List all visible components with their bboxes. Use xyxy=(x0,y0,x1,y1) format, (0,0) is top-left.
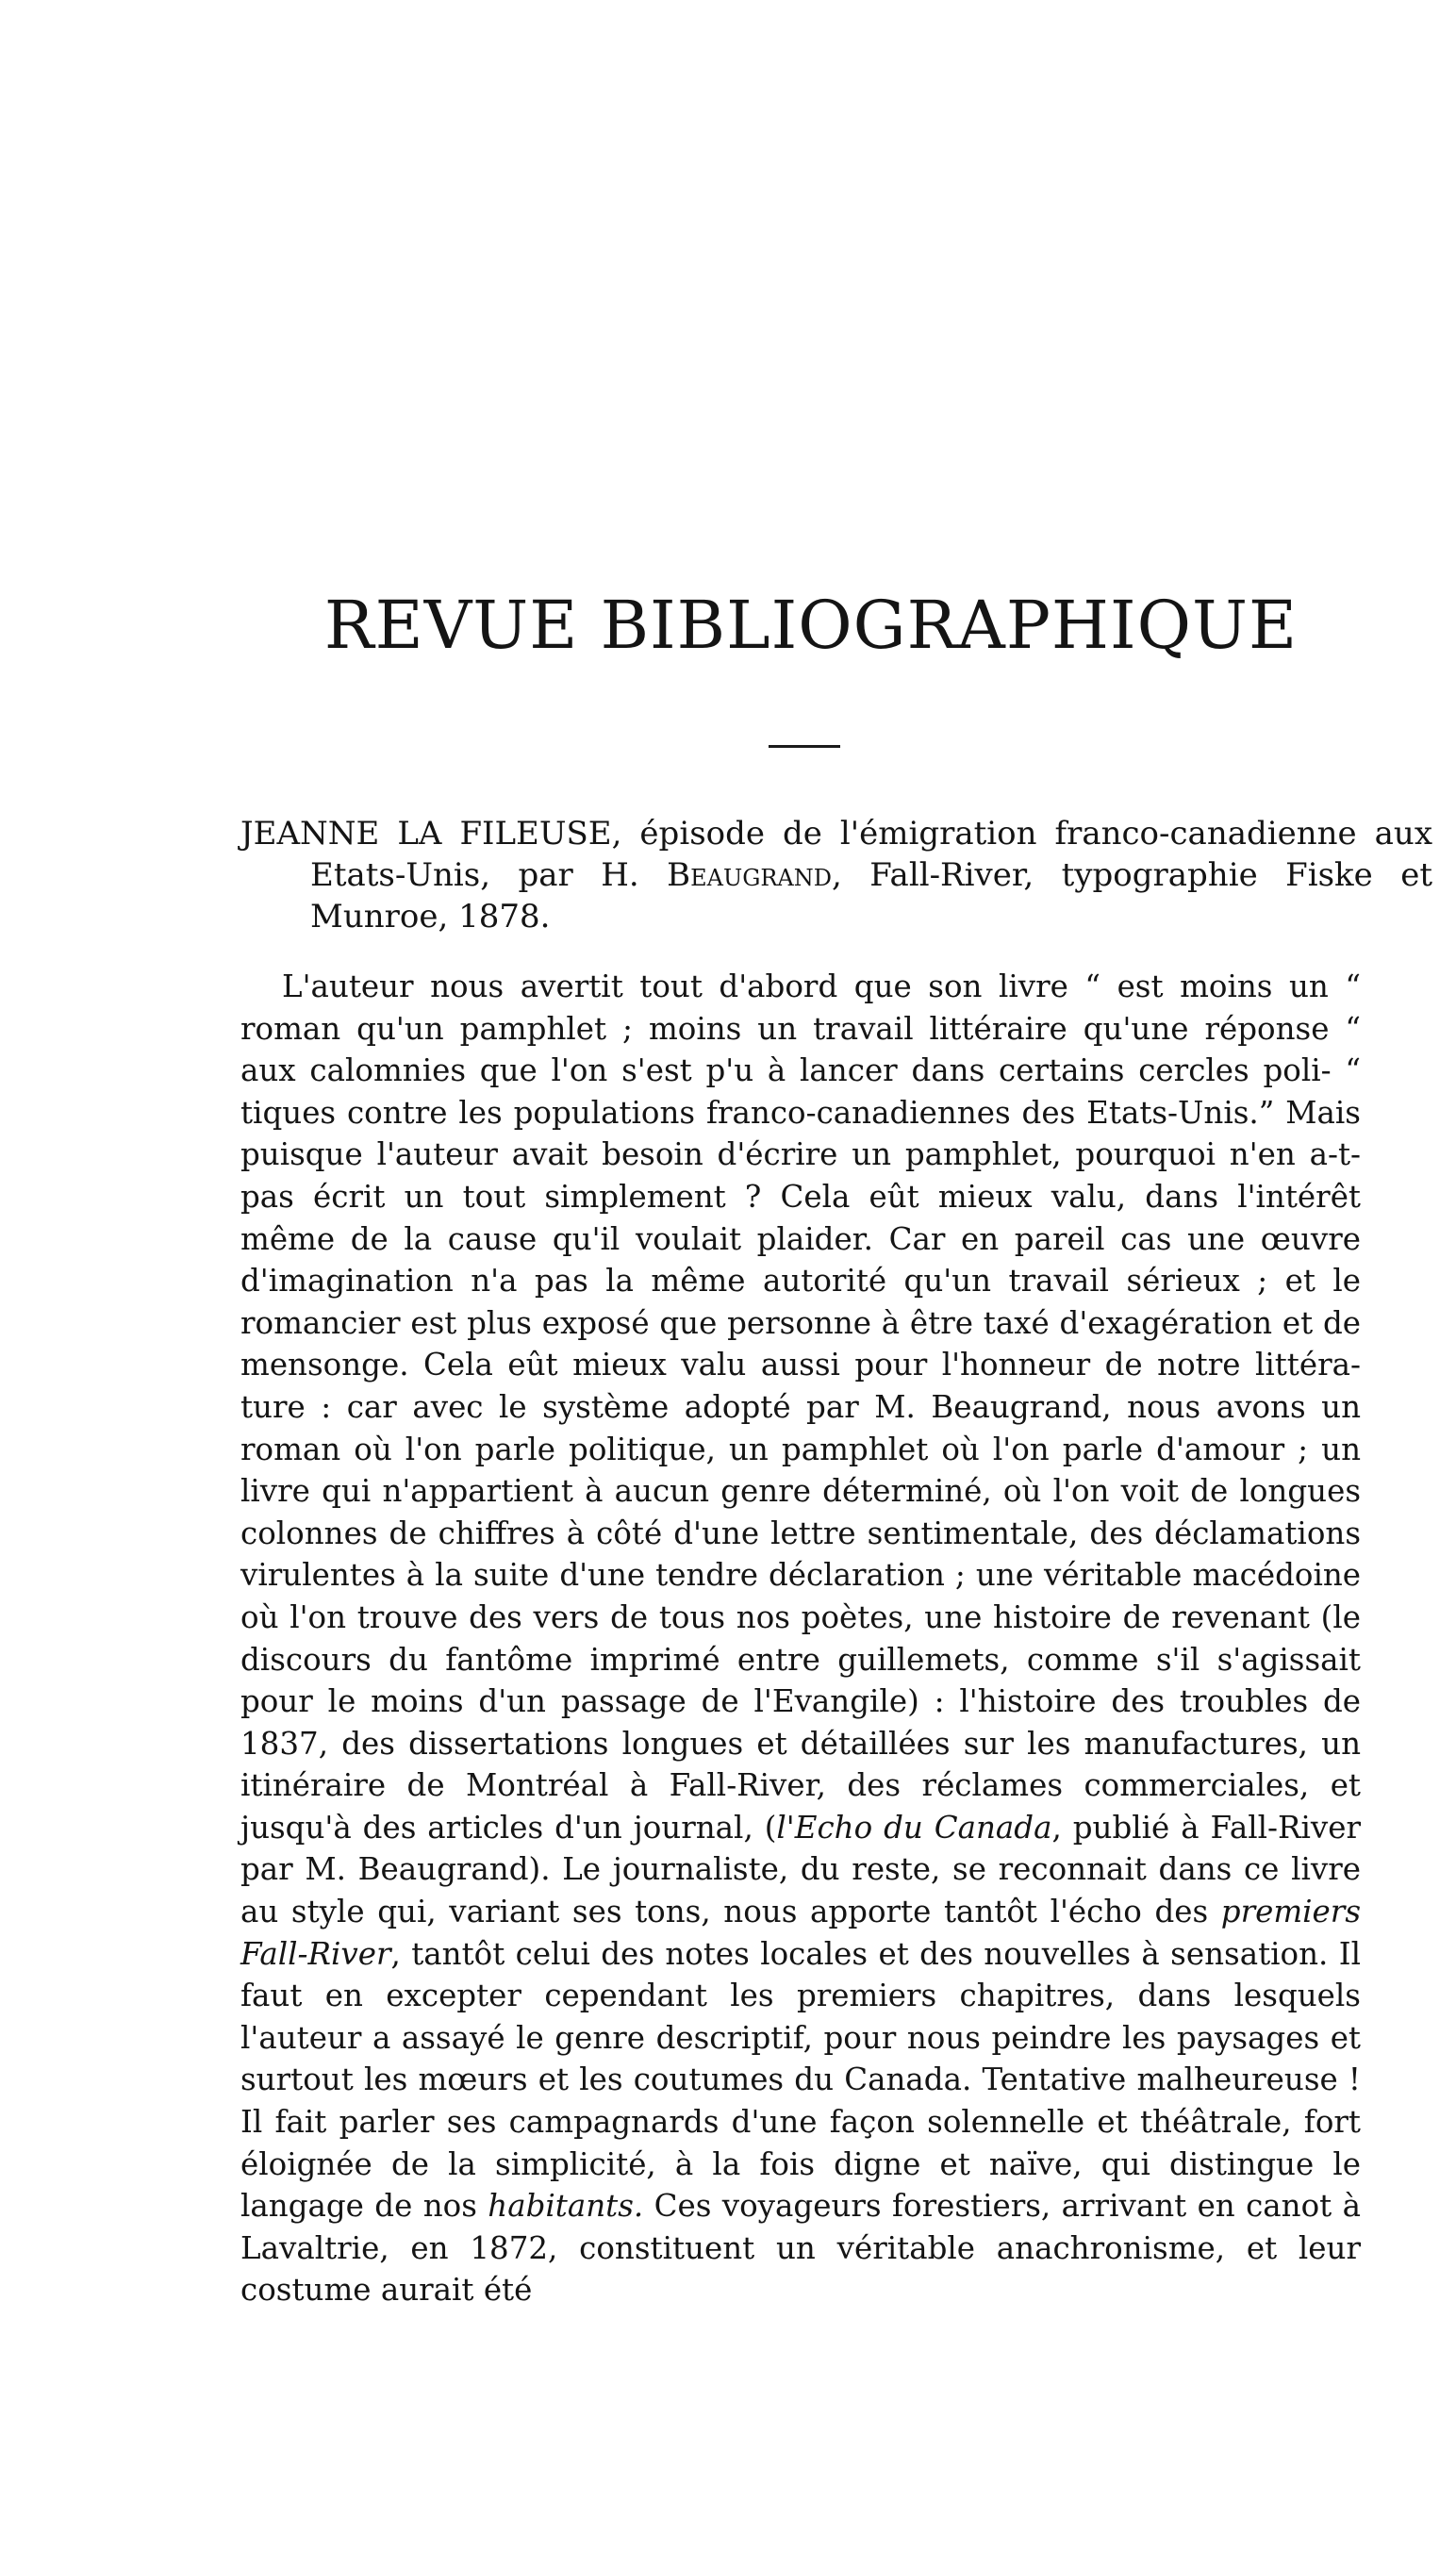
author-name: Beaugrand xyxy=(667,856,833,894)
bibliographic-entry xyxy=(240,813,1432,937)
review-text-part-2: , publié à Fall-River par M. Beaugrand). Le journaliste, du reste, se reconnait dans ce livre au style qui, variant ses tons, nous apporte tantôt l'écho des xyxy=(240,1809,1362,1930)
journal-title: l'Echo du Canada xyxy=(776,1809,1052,1846)
review-text-part-4: Ces voyageurs forestiers, arrivant en canot à Lavaltrie, en 1872, constituent un véritable anachronisme, et leur costume aurait été xyxy=(240,2188,1361,2309)
title-divider xyxy=(769,745,840,748)
book-title: JEANNE LA FILEUSE, xyxy=(240,815,622,853)
habitants-italic: habitants. xyxy=(488,2188,644,2225)
entry-description: épisode de l'émigration franco-canadienne aux Etats-Unis, par H. xyxy=(310,815,1433,894)
review-paragraph xyxy=(240,966,1361,2311)
premiers-fall-river-italic: premiers Fall-River xyxy=(240,1894,1361,1972)
review-text-part-1: L'auteur nous avertit tout d'abord que son livre “ est moins un “ roman qu'un pamphlet ; moins un travail littéraire qu'une réponse “ aux calomnies que l'on s'est p'u à lancer dans certains cercles poli- “ tiques contre les populations franco-canadiennes des Etats-Unis.” Mais puisque l'auteur avait besoin d'écrire un pamphlet, pourquoi n'en a-t- pas écrit un tout simplement ? Cela eût mieux valu, dans l'intérêt même de la cause qu'il voulait plaider. Car en pareil cas une œuvre d'imagination n'a pas la même autorité qu'un travail sérieux ; et le romancier est plus exposé que personne à être taxé d'exagération et de mensonge. Cela eût mieux valu aussi pour l'honneur de notre littéra- ture : car avec le système adopté par M. Beaugrand, nous avons un roman où l'on parle politique, un pamphlet où l'on parle d'amour ; un livre qui n'appartient à aucun genre déterminé, où l'on voit de longues colonnes de chiffres à côté d'une lettre sentimentale, des déclamations virulentes à la suite d'une tendre déclaration ; une véritable macédoine où l'on trouve des vers de tous nos poètes, une histoire de revenant (le discours du fantôme imprimé entre guillemets, comme s'il s'agissait pour le moins d'un passage de l'Evangile) : l'histoire des troubles de 1837, des dissertations longues et détaillées sur les manufactures, un itinéraire de Montréal à Fall-River, des réclames commerciales, et jusqu'à des articles d'un journal, ( xyxy=(240,969,1361,1846)
entry-publication: , Fall-River, typographie Fiske et Munroe, 1878. xyxy=(310,856,1432,936)
section-title: REVUE BIBLIOGRAPHIQUE xyxy=(323,587,1299,664)
review-text-part-3: , tantôt celui des notes locales et des nouvelles à sensation. Il faut en excepter cependant les premiers chapitres, dans lesquels l'auteur a assayé le genre descriptif, pour nous peindre les paysages et surtout les mœurs et les coutumes du Canada. Tentative malheureuse ! Il fait parler ses campagnards d'une façon solennelle et théâtrale, fort éloignée de la simplicité, à la fois digne et naïve, qui distingue le langage de nos xyxy=(240,1935,1361,2225)
